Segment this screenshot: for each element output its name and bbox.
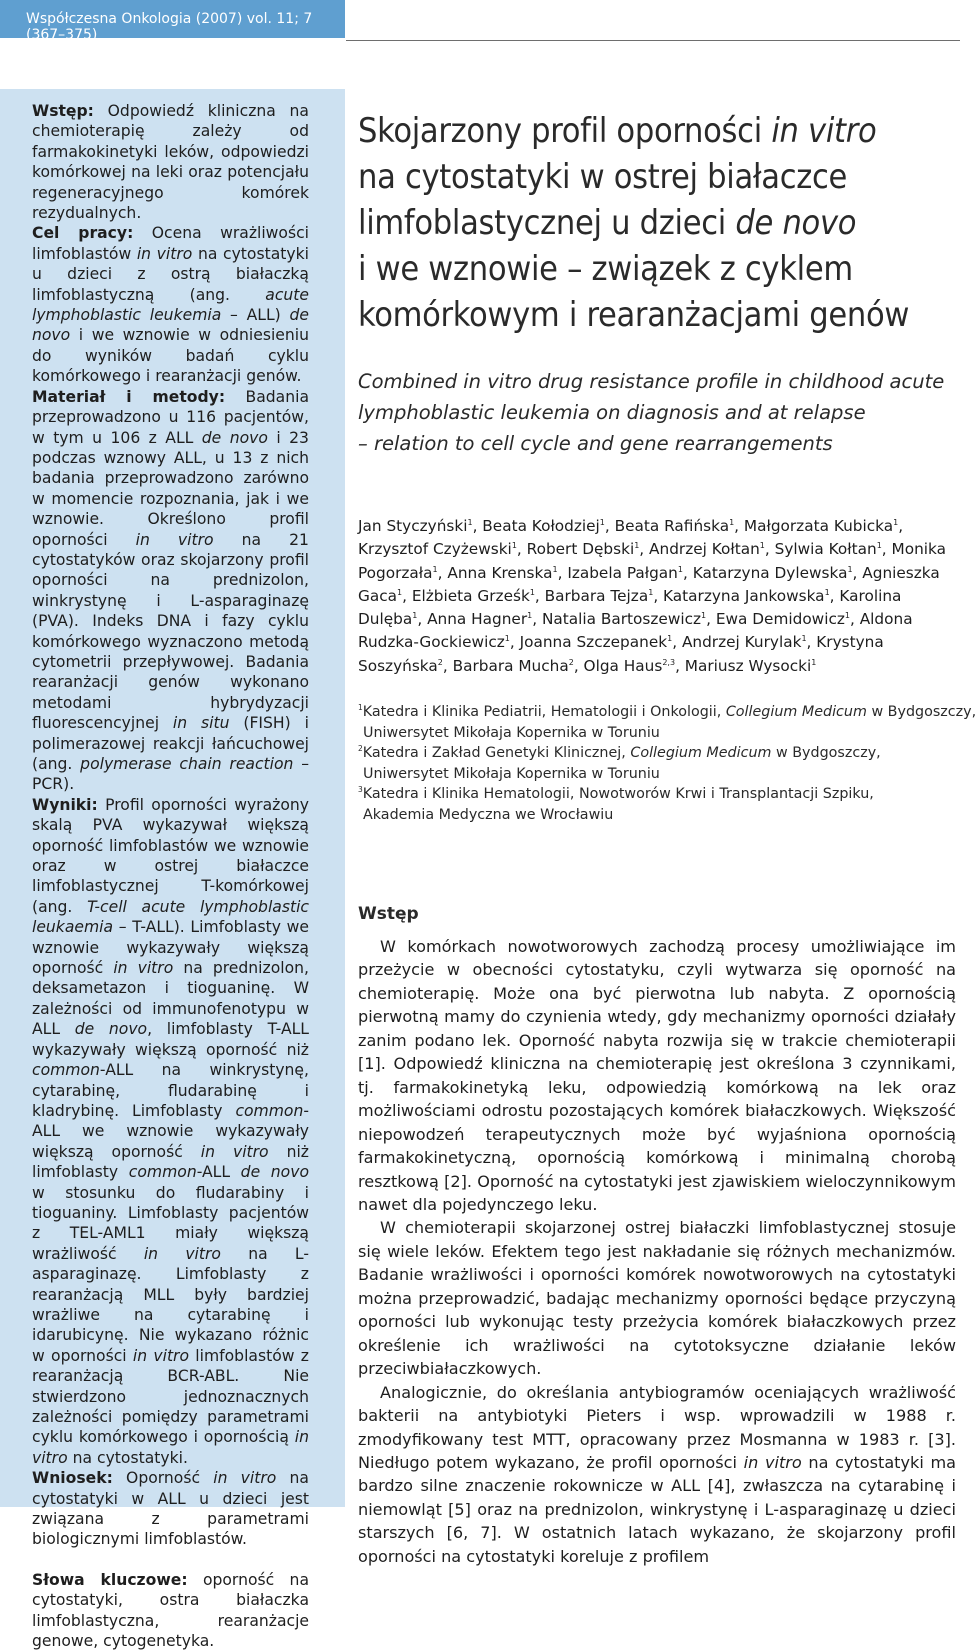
text-run: i 23 podczas wznowy ALL, u 13 z nich badania przeprowadzono zarówno w momencie rozpoznania, jak i we wznowie. Określono profil oporności [32, 428, 309, 549]
author-name: Karolina Dulęba [358, 586, 902, 629]
text-run: na cytostatyki ma bardzo silne znaczenie rokownicze w ALL [4], zwłaszcza na cytarabinę i niemowląt [5] oraz na prednizolon, winkrystynę i L-asparaginazę u dzieci starszych [6, 7]. W ostatnich latach wykazano, że skojarzony profil oporności na cytostatyki koreluje z profilem [358, 1452, 956, 1566]
text-run: -ALL [196, 1163, 231, 1182]
intro-paragraph-3 [358, 1381, 956, 1569]
text-run: na 21 cytostatyków oraz skojarzony profil oporności na prednizolon, winkrystynę i L-asparaginazę (PVA). Indeks DNA i fazy cyklu komórkowego wyznaczono metodą cytometrii przepływowej. Badania rearanżacji genów wykonano metodami hybrydyzacji fluorescencyjnej [32, 530, 309, 733]
italic-run: common [235, 1101, 304, 1120]
italic-run: common [32, 1061, 100, 1080]
author-affiliation-mark: 1 [511, 541, 517, 551]
author-affiliation-mark: 1 [412, 611, 418, 621]
author-affiliation-mark: 1 [844, 611, 850, 621]
title-italic: in vitro [771, 111, 877, 151]
intro-body [358, 935, 956, 1568]
author-name: Andrzej Kurylak [681, 633, 802, 652]
author-affiliation-mark: 1 [729, 517, 735, 527]
abstract-text [32, 101, 309, 1651]
italic-run: Collegium Medicum [725, 704, 867, 720]
author [744, 517, 898, 535]
text-run: niż limfoblasty [32, 1142, 309, 1182]
title-line: limfoblastycznej u dzieci [358, 203, 726, 243]
abstract-keywords-label: Słowa kluczowe: [32, 1570, 188, 1589]
author-name: Beata Rafińska [614, 517, 730, 535]
author-name: Izabela Pałgan [567, 563, 678, 582]
author-name: Barbara Mucha [452, 656, 569, 675]
affiliation-1 [358, 702, 976, 723]
affiliation-number: 1 [358, 703, 363, 713]
author-affiliation-mark: 1 [759, 541, 765, 551]
intro-paragraph-1: W komórkach nowotworowych zachodzą procesy umożliwiające im przeżycie w obecności cytostatyku, czyli wytwarza się oporność na chemioterapię. Może ona być pierwotna lub nabyta. Z opornością pierwotną mamy do czynienia wtedy, gdy mechanizmy oporności działały zanim podano lek. Oporność nabyta rozwija się w trakcie chemioterapii [1]. Odpowiedź kliniczna na chemioterapię jest określona 3 czynnikami, tj. farmakokinetyką leku, odpowiedzią komórkową na lek oraz możliwościami odrostu pozostających komórek białaczkowych. Większość niepowodzeń terapeutycznych może być wyjaśniona opornością farmakokinetyczną, opornością komórkową i minimalną chorobą resztkową [2]. Oporność na cytostatyki jest zjawiskiem wieloczynnikowym nawet dla pojedynczego leku. [358, 937, 956, 1214]
author-name: Natalia Bartoszewicz [541, 610, 702, 629]
text-run: Oporność [126, 1469, 201, 1488]
abstract-results-label: Wyniki: [32, 795, 98, 814]
author-name: Andrzej Kołtan [649, 540, 760, 559]
italic-run: in vitro [113, 959, 174, 978]
author-name: Joanna Szczepanek [519, 633, 668, 652]
header-rule [346, 40, 960, 41]
author-affiliation-mark: 1 [701, 611, 707, 621]
abstract-conclusion-label: Wniosek: [32, 1469, 113, 1488]
author [358, 540, 517, 558]
author-name: Anna Krenska [447, 563, 553, 582]
italic-run: common [128, 1163, 197, 1182]
text-run: – PCR). [32, 755, 309, 794]
author [358, 517, 473, 535]
author [693, 564, 853, 582]
author-name: Anna Hagner [427, 610, 528, 629]
abstract-aim [32, 223, 309, 386]
author-name: Jan Styczyński [358, 517, 468, 535]
italic-run: in vitro [213, 1469, 277, 1488]
author-affiliation-mark: 1 [432, 564, 438, 574]
author-name: Krzysztof Czyżewski [358, 540, 512, 559]
text-run: Badania przeprowadzono u 116 pacjentów, w tym u 106 z ALL [32, 387, 309, 447]
author-name: Aldona Rudzka-Gockiewicz [358, 610, 913, 652]
text-run: Katedra i Klinika Hematologii, Nowotworów Krwi i Transplantacji Szpiku, [362, 786, 874, 802]
author-affiliation-mark: 1 [634, 541, 640, 551]
author [412, 587, 535, 605]
affiliation-number: 3 [358, 785, 363, 795]
italic-run: de novo [32, 306, 309, 345]
abstract-intro-text: Odpowiedź kliniczna na chemioterapię zależy od farmakokinetyki leków, odpowiedzi komórkowej na leki oraz potencjału regeneracyjnego komórek rezydualnych. [32, 102, 309, 223]
author [567, 564, 683, 582]
text-run: na cytostatyki. [72, 1448, 188, 1467]
author-name: Mariusz Wysocki [684, 656, 812, 675]
author-affiliation-mark: 2 [568, 657, 574, 667]
author-affiliation-mark: 1 [648, 587, 654, 597]
text-run: w Bydgoszczy, [775, 745, 881, 761]
abstract-results [32, 795, 309, 1468]
journal-header-bar [0, 0, 345, 43]
subtitle-line: lymphoblastic leukemia on diagnosis and at relapse [358, 401, 866, 424]
text-run: Ocena wrażliwości limfoblastów [32, 224, 309, 263]
affiliation-2 [358, 743, 958, 764]
author [520, 633, 673, 651]
italic-run: T-cell acute lymphoblastic leukaemia [32, 897, 309, 937]
journal-citation: Współczesna Onkologia (2007) vol. 11; 7 (367–375) [26, 11, 313, 43]
author [482, 517, 605, 535]
text-run: Profil oporności wyrażony skalą PVA wykazywał większą oporność limfoblastów we wznowie oraz w ostrej białaczce limfoblastycznej T-komórkowej (ang. [32, 795, 309, 916]
text-run: -ALL na winkrystynę, cytarabinę, fludarabinę i kladrybinę. Limfoblasty [32, 1061, 309, 1120]
author-name: Katarzyna Jankowska [663, 586, 825, 605]
author-affiliation-mark: 1 [876, 541, 882, 551]
author-affiliation-mark: 1 [529, 587, 535, 597]
author-name: Sylwia Kołtan [774, 540, 877, 559]
text-run: -ALL we wznowie wykazywały większą oporność [32, 1101, 309, 1161]
text-run: na prednizolon, deksametazon i tioguaninę. W zależności od immunofenotypu w ALL [32, 959, 309, 1039]
author [545, 587, 654, 605]
text-run: Katedra i Klinika Pediatrii, Hematologii i Onkologii, [362, 704, 722, 720]
author [584, 657, 676, 675]
affiliation-1-university: Uniwersytet Mikołaja Kopernika w Toruniu [363, 724, 660, 741]
author-affiliation-mark: 2 [437, 657, 443, 667]
author-list: Jan Styczyński$^1$, Beata Kołodziej$^1$, Beata Rafińska$^1$, Małgorzata Kubicka$^1$, Krzysztof Czyżewski$^1$, Robert Dębski$^1$, Andrzej Kołtan$^1$, Sylwia Kołtan$^1$, Monika Pogorzała$^1$, Anna Krenska$^1$, Izabela Pałgan$^1$, Katarzyna Dylewska$^1$, Agnieszka Gaca$^1$, Elżbieta Grześk$^1$, Barbara Tejza$^1$, Katarzyna Jankowska$^1$, Karolina Dulęba$^1$, Anna Hagner$^1$, Natalia Bartoszewicz$^1$, Ewa Demidowicz$^1$, Aldona Rudzka-Gockiewicz$^1$, Joanna Szczepanek$^1$, Andrzej Kurylak$^1$, Krystyna Soszyńska$^2$, Barbara Mucha$^2$, Olga Haus$^{2,3}$, Mariusz Wysocki$^1$ [358, 517, 946, 675]
author-affiliation-mark: 1 [527, 611, 533, 621]
author-affiliation-mark: 1 [467, 517, 473, 527]
author-affiliation-mark: 2,3 [662, 657, 676, 667]
author-affiliation-mark: 1 [677, 564, 683, 574]
text-run: limfoblastów z rearanżacją BCR-ABL. Nie stwierdzono jednoznacznych zależności pomiędzy parametrami cyklu komórkowego i opornością [32, 1346, 309, 1447]
author [716, 610, 850, 628]
text-run: Analogicznie, do określania antybiogramów oceniających wrażliwość bakterii na antybiotyki Pieters i wsp. wprowadzili w 1988 r. zmodyfikowany test MTT, opracowany przez Mosmanna w 1983 r. [3]. Niedługo potem wykazano, że profil oporności [358, 1382, 956, 1472]
author-name: Monika Pogorzała [358, 540, 946, 582]
italic-run: in vitro [136, 244, 193, 263]
section-heading-intro: Wstęp [358, 904, 419, 924]
italic-run: de novo [201, 428, 268, 447]
intro-paragraph-2: W chemioterapii skojarzonej ostrej białaczki limfoblastycznej stosuje się wiele leków. Efektem tego jest nakładanie się różnych mechanizmów. Badanie wrażliwości i oporności komórek nowotworowych na cytostatyki można przeprowadzić, badając mechanizmy oporności będące przyczyną oporności lub wykonując testy przeżycia komórek białaczkowych przez określenie ich wrażliwości na cytotoksyczne działanie leków przeciwbiałaczkowych. [358, 1218, 956, 1379]
author [615, 517, 735, 535]
abstract-methods-label: Materiał i metody: [32, 387, 226, 406]
author [685, 657, 817, 675]
author-name: Olga Haus [583, 656, 663, 675]
author-affiliation-mark: 1 [667, 634, 673, 644]
italic-run: in vitro [200, 1142, 269, 1161]
italic-run: acute lymphoblastic leukemia [32, 285, 309, 325]
abstract-intro [32, 101, 309, 223]
subtitle-line: – relation to cell cycle and gene rearrangements [358, 432, 833, 455]
title-line: komórkowym i rearanżacjami genów [358, 295, 910, 335]
text-run: w Bydgoszczy, [871, 704, 976, 720]
italic-run: in vitro [743, 1452, 802, 1472]
abstract-conclusion [32, 1468, 309, 1550]
author-name: Katarzyna Dylewska [692, 563, 848, 582]
author-name: Beata Kołodziej [482, 517, 600, 535]
author [775, 540, 882, 558]
abstract-methods [32, 387, 309, 795]
title-line: Skojarzony profil oporności [358, 111, 762, 151]
text-run: i we wznowie w odniesieniu do wyników badań cyklu komórkowego i rearanżacji genów. [32, 326, 309, 386]
italic-run: in vitro [32, 1428, 309, 1467]
italic-run: Collegium Medicum [630, 745, 772, 761]
author-affiliation-mark: 1 [824, 587, 830, 597]
italic-run: de novo [240, 1163, 309, 1182]
author-name: Ewa Demidowicz [715, 610, 845, 629]
italic-run: in situ [172, 714, 230, 733]
text-run: – T-ALL). Limfoblasty we wznowie wykazywały większą oporność [32, 918, 309, 978]
italic-run: in vitro [135, 530, 214, 549]
abstract-panel [0, 89, 345, 1651]
affiliations [358, 702, 976, 825]
author [663, 587, 830, 605]
affiliation-number: 2 [358, 744, 363, 754]
english-subtitle [358, 366, 958, 459]
author-affiliation-mark: 1 [599, 517, 605, 527]
author [527, 540, 640, 558]
title-line: i we wznowie – związek z cyklem [358, 249, 853, 289]
abstract-aim-label: Cel pracy: [32, 224, 134, 243]
italic-run: in vitro [132, 1346, 190, 1365]
author-affiliation-mark: 1 [397, 587, 403, 597]
text-run: oporność na cytostatyki, ostra białaczka limfoblastyczna, rearanżacje genowe, cytogenetyka. [32, 1570, 309, 1651]
author [447, 564, 557, 582]
text-run: w stosunku do fludarabiny i tioguaniny. Limfoblasty pacjentów z TEL-AML1 miały większą wrażliwość [32, 1183, 309, 1263]
author-affiliation-mark: 1 [811, 657, 817, 667]
author-name: Agnieszka Gaca [358, 563, 940, 605]
author [682, 633, 807, 651]
text-run: – ALL) [230, 306, 281, 325]
text-run: Katedra i Zakład Genetyki Klinicznej, [362, 745, 626, 761]
italic-run: de novo [74, 1020, 148, 1039]
italic-run: polymerase chain reaction [80, 755, 294, 773]
author-affiliation-mark: 1 [801, 634, 807, 644]
text-run: na L-asparaginazę. Limfoblasty z rearanżacją MLL były bardziej wrażliwe na cytarabinę i idarubicynę. Nie wykazano różnic w oporności [32, 1244, 309, 1365]
author [453, 657, 574, 675]
author-name: Barbara Tejza [544, 586, 649, 605]
author [649, 540, 765, 558]
text-run: na cytostatyki w ALL u dzieci jest związana z parametrami biologicznymi limfoblastów. [32, 1469, 309, 1549]
title-line: na cytostatyki w ostrej białaczce [358, 157, 848, 197]
text-run: (FISH) i polimerazowej reakcji łańcuchowej (ang. [32, 714, 309, 773]
author-name: Małgorzata Kubicka [743, 517, 894, 535]
affiliation-3 [358, 784, 958, 805]
article-title [358, 108, 958, 338]
author-name: Elżbieta Grześk [411, 586, 530, 605]
abstract-keywords [32, 1570, 309, 1651]
author [427, 610, 532, 628]
text-run: , limfoblasty T-ALL wykazywały większą oporność niż [32, 1020, 309, 1059]
author-affiliation-mark: 1 [847, 564, 853, 574]
title-italic: de novo [735, 203, 857, 243]
affiliation-2-university: Uniwersytet Mikołaja Kopernika w Toruniu [363, 765, 660, 782]
author [542, 610, 706, 628]
italic-run: in vitro [143, 1244, 221, 1263]
affiliation-3-university: Akademia Medyczna we Wrocławiu [363, 806, 614, 823]
text-run: na cytostatyki u dzieci z ostrą białaczką limfoblastyczną (ang. [32, 244, 309, 304]
author-affiliation-mark: 1 [504, 634, 510, 644]
abstract-intro-label: Wstęp: [32, 102, 94, 120]
subtitle-line: Combined in vitro drug resistance profile in childhood acute [358, 370, 945, 393]
author-name: Robert Dębski [526, 540, 635, 559]
author-affiliation-mark: 1 [552, 564, 558, 574]
author-name: Krystyna Soszyńska [358, 633, 884, 675]
author-affiliation-mark: 1 [893, 517, 899, 527]
